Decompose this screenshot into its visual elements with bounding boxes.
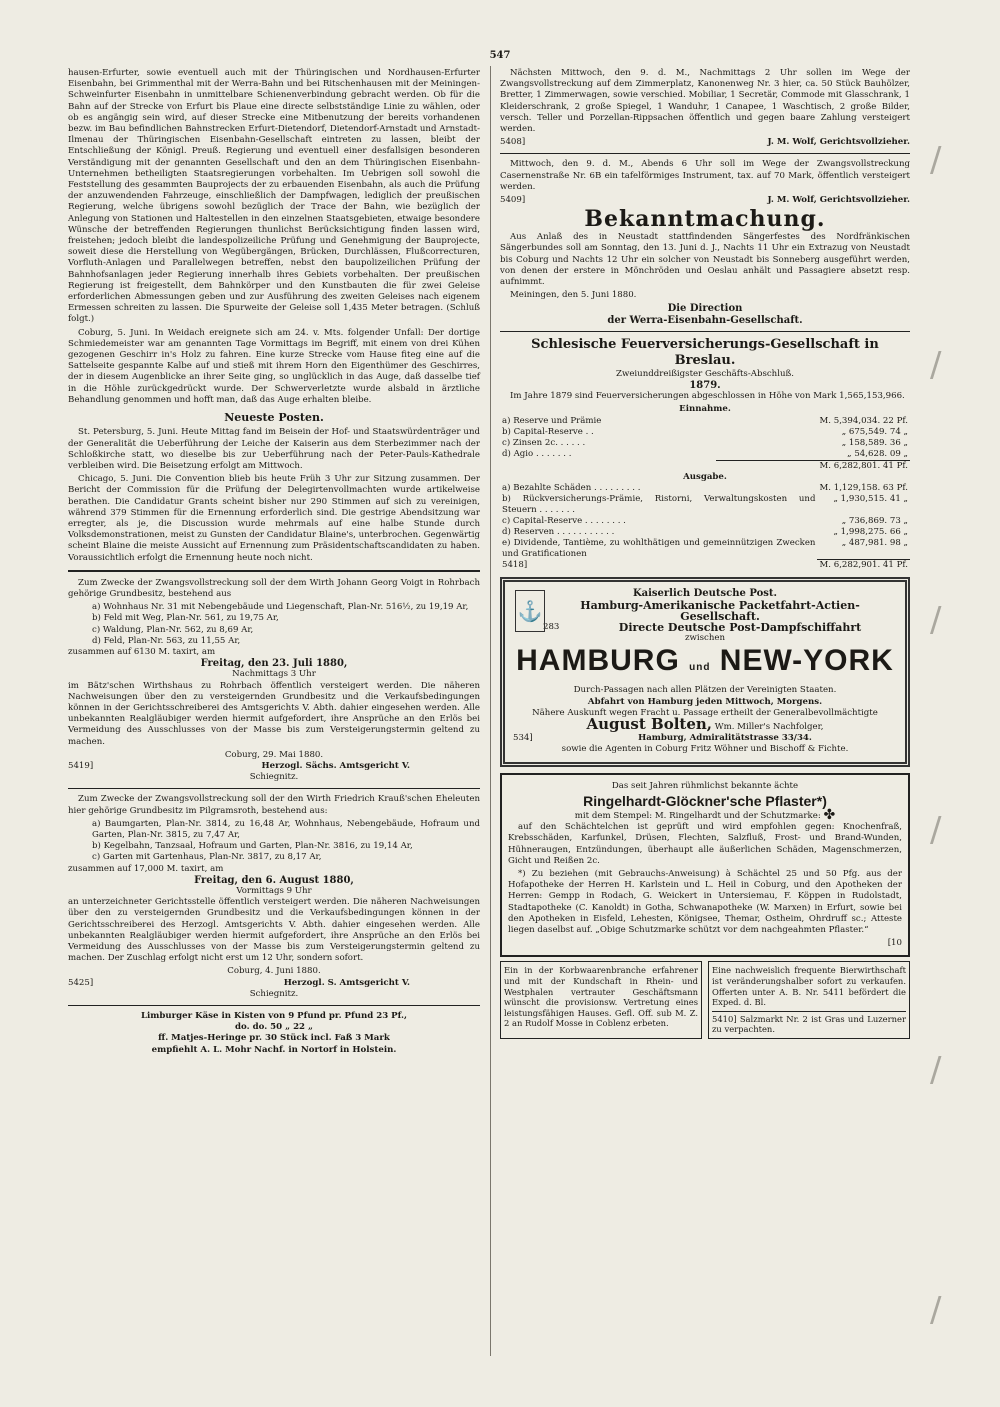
hapag-line: Abfahrt von Hamburg jeden Mittwoch, Morgens. (587, 696, 823, 707)
auction-time: Nachmittags 3 Uhr (232, 669, 316, 680)
table-cell: „ 54,628. 09 „ (847, 448, 908, 459)
table-cell: M. 5,394,034. 22 Pf. (819, 415, 908, 426)
income-table (500, 416, 910, 472)
table-cell: c) Zinsen 2c. . . . . . (502, 437, 586, 448)
auction-intro: Zum Zwecke der Zwangsvollstreckung soll der dem Wirth Johann Georg Voigt in Rohrbach gehörige Grundbesitz, bestehend aus (68, 577, 480, 599)
auction-date: Freitag, den 23. Juli 1880, (200, 658, 348, 670)
court-signature: Herzogl. Sächs. Amtsgericht V. (261, 760, 410, 771)
table-cell: „ 487,981. 98 „ (841, 537, 908, 548)
agent-name: August Bolten, (586, 715, 712, 733)
expense-heading: Ausgabe. (683, 471, 727, 482)
table-row (500, 449, 910, 461)
petersburg-report: St. Petersburg, 5. Juni. Heute Mittag fand im Beisein der Hof- und Staatswürdenträger und der Generalität die Ueberführung der Leiche der Kaiserin aus dem Sterbezimmer nach der Schloßkirche statt, wo dieselbe bis zur Ueberführung nach der Peter-Pauls-Kathedrale verbleiben wird. Die Beisetzung erfolgt am Mittwoch. (68, 427, 480, 471)
table-cell: d) Reserven . . . . . . . . . . . (502, 526, 615, 537)
coburg-accident-report: Coburg, 5. Juni. In Weidach ereignete sich am 24. v. Mts. folgender Unfall: Der dortige Schmiedemeister war am genannten Tage Vormittags im Begriff, mit einem von drei Kühen gezogenen Geschirr in's Holz zu fahren. Eine kurze Strecke vom Hause fiteg eine auf die Sattelseite gespannte Kalbe auf und stieß mit ihrem Horn den Eigenthümer des Geschirres, der in diesem Augenblicke an ihrer Seite ging, so unglücklich in das Auge, daß dasselbe tief in die Höhle zurückgedrückt wurde. Der Schwerverletzte wurde alsbald in ärztliche Behandlung genommen und hofft man, daß das Auge erhalten bleibe. (68, 327, 480, 405)
hapag-line: Kaiserlich Deutsche Post. (632, 588, 778, 600)
auction-date: Freitag, den 6. August 1880, (194, 874, 354, 886)
plaster-uses: auf den Schächtelchen ist geprüft und wird empfohlen gegen: Knochenfraß, Krebsschäden, Karfunkel, Drüsen, Flechten, Salzfluß, Frost- und Brand-Wunden, Hühneraugen, Entzündungen, überhaupt alle äußerlichen Schäden, Magenschmerzen, Gicht und Reißen 2c. (508, 822, 902, 866)
insurance-year: 1879. (689, 380, 721, 392)
right-column (500, 68, 910, 1039)
insurance-text: Im Jahre 1879 sind Feuerversicherungen abgeschlossen in Höhe von Mark 1,565,153,966. (510, 391, 905, 402)
divider (500, 331, 910, 332)
auction-item: a) Baumgarten, Plan-Nr. 3814, zu 16,48 Ar, Wohnhaus, Nebengebäude, Hofraum und Garten, Plan-Nr. 3815, zu 7,47 Ar, (92, 818, 480, 840)
table-row (500, 527, 910, 538)
advert-line: empfiehlt A. L. Mohr Nachf. in Nortorf in Holstein. (151, 1044, 397, 1055)
trademark-icon: ✤ (823, 806, 836, 823)
classified-grass: 5410] Salzmarkt Nr. 2 ist Gras und Luzerner zu verpachten. (712, 1011, 906, 1035)
auction-text: an unterzeichneter Gerichtsstelle öffentlich versteigert werden. Die näheren Nachweisungen über den zu versteigernden Grundbesitz und die Verkaufsbedingungen können in der Gerichtsschreiberei des Herzogl. Amtsgerichts V. Abth. dahier eingesehen werden. Alle unbekannten Realgläubiger werden hiermit aufgefordert, ihre Ansprüche an den Erlös bei Vermeidung des Ausschlusses von der Masse bis zum Versteigerungstermin geltend zu machen. Der Zuschlag erfolgt nicht erst um 12 Uhr, sondern sofort. (68, 897, 480, 964)
pencil-mark-icon: / (930, 140, 942, 180)
ad-number: 5418] (502, 559, 528, 570)
classified-tavern (708, 961, 910, 1039)
table-cell: „ 1,930,515. 41 „ (833, 493, 908, 504)
auction-intro: Zum Zwecke der Zwangsvollstreckung soll der den Wirth Friedrich Krauß'schen Eheleuten hier gehörige Grundbesitz im Pilgramsroth, bestehend aus: (68, 794, 480, 816)
ad-number: 5409] (500, 195, 526, 206)
classified-agent: Ein in der Korbwaarenbranche erfahrener und mit der Kundschaft in Rhein- und Westphalen vertrauter Geschäftsmann wünscht die provisionsw. Vertretung eines leistungsfähigen Hauses. Gefl. Off. sub M. Z. 2 an Rudolf Mosse in Coblenz erbeten. (500, 961, 702, 1039)
bailiff-signature: J. M. Wolf, Gerichtsvollzieher. (767, 137, 910, 148)
table-cell: b) Capital-Reserve . . (502, 426, 594, 437)
auction-tax: zusammen auf 6130 M. taxirt, am (68, 646, 216, 657)
auction-text: im Bätz'schen Wirthshaus zu Rohrbach öffentlich versteigert werden. Die näheren Nachweisungen über den zu versteigernden Grundbesitz und die Verkaufsbedingungen können in der Gerichtsschreiberei des Amtsgerichts V. Abth. dahier eingesehen werden. Alle unbekannten Realgläubiger werden hiermit aufgefordert, ihre Ansprüche an den Erlös bei Vermeidung des Ausschlusses von der Masse bis zum Versteigerungstermin geltend zu machen. (68, 680, 480, 747)
table-row (500, 438, 910, 449)
table-row (500, 483, 910, 494)
route-city: HAMBURG (516, 644, 680, 678)
hapag-line: Nähere Auskunft wegen Fracht u. Passage ertheilt der Generalbevollmächtigte (532, 707, 878, 718)
table-cell: „ 1,998,275. 66 „ (833, 526, 908, 537)
divider (68, 570, 480, 572)
insurance-subtitle: Zweiunddreißigster Geschäfts-Abschluß. (616, 368, 794, 379)
insurance-title: Schlesische Feuerversicherungs-Gesellschaft in Breslau. (531, 336, 879, 368)
bailiff-signature: J. M. Wolf, Gerichtsvollzieher. (767, 195, 910, 206)
auction-item: b) Feld mit Weg, Plan-Nr. 561, zu 19,75 Ar, (92, 613, 279, 624)
auction-item: a) Wohnhaus Nr. 31 mit Nebengebäude und Liegenschaft, Plan-Nr. 516½, zu 19,19 Ar, (92, 602, 469, 613)
chicago-report: Chicago, 5. Juni. Die Convention blieb bis heute Früh 3 Uhr zur Sitzung zusammen. Der Bericht der Commission für die Prüfung der Delegirtenvollmachten wurde artikelweise berathen. Die Candidatur Grants scheint bisher nur 290 Stimmen auf sich zu vereinigen, während 379 Stimmen für die Ernennung erforderlich sind. Die gestrige Abendsitzung war erregter, als je, die Discussion wurde mehrmals auf eine halbe Stunde durch Volksdemonstrationen, meist zu Gunsten der Candidatur Blaine's, unterbrochen. Gegenwärtig scheint Blaine die meiste Aussicht auf Ernennung zum Präsidentschaftscandidaten zu haben. Voraussichtlich erfolgt die Ernennung heute noch nicht. (68, 474, 480, 563)
hapag-advert (500, 577, 910, 766)
advert-line: ff. Matjes-Heringe pr. 30 Stück incl. Faß 3 Mark (158, 1033, 390, 1044)
auction-time: Vormittags 9 Uhr (236, 886, 312, 897)
signer: Schiegnitz. (249, 988, 299, 999)
table-cell: b) Rückversicherungs-Prämie, Ristorni, Verwaltungskosten und Steuern . . . . . . . (502, 493, 816, 515)
court-signature: Herzogl. S. Amtsgericht V. (283, 977, 410, 988)
railway-treaty-text: hausen-Erfurter, sowie eventuell auch mit der Thüringischen und Nordhausen-Erfurter Eisenbahn, bei Grimmenthal mit der Werra-Bahn und bei Ritschenhausen mit der Meiningen-Schweinfurter Eisenbahn in unmittelbare Schienenverbindung gebracht werden. Ob für die Bahn auf der Strecke von Erfurt bis Plaue eine directe selbstständige Linie zu wählen, oder ob es angängig sein wird, auf dieser Strecke eine Mitbenutzung der bereits vorhandenen bezw. im Bau befindlichen Bahnstrecken Erfurt-Dietendorf, Dietendorf-Arnstadt und Arnstadt-Ilmenau der Thüringischen Eisenbahn-Gesellschaft eintreten zu lassen, bleibt der Entschließung der Königl. Preuß. Regierung und eventuell einer desfallsigen besonderen Verständigung mit der genannten Gesellschaft und den an dem Thüringischen Eisenbahn-Unternehmen betheiligten Staatsregierungen vorbehalten. Im Uebrigen soll sowohl die Feststellung des gesammten Bauprojects der zu erbauenden Eisenbahn, als auch die Prüfung der anzuwendenden Fahrzeuge, einschließlich der Dampfwagen, lediglich der preußischen Regierung, welche übrigens sowohl bezüglich der Trace der Bahn, wie bezüglich der Anlegung von Stationen und Haltestellen in den einzelnen Staatsgebieten, etwaige besondere Wünsche der betreffenden Regierungen thunlichst Berücksichtigung finden lassen wird, freistehen; jedoch bleibt die landespolizeiliche Prüfung und Genehmigung der Bauprojecte, soweit diese die Herstellung von Wegübergängen, Brücken, Durchlässen, Flußcorrecturen, Vorfluth-Anlagen und Parallelwegen betreffen, nebst den baupolizeilichen Prüfung der Bahnhofsanlagen jeder Regierung innerhalb ihres Gebiets vorbehalten. Der preußischen Regierung ist freigestellt, dem Bahnkörper und den Kunstbauten die für zwei Geleise erforderlichen Abmessungen geben und zur Ausführung des zweiten Geleises nach eigenem Ermessen schreiten zu lassen. Die Spurweite der Geleise soll 1,435 Meter betragen. (Schluß folgt.) (68, 68, 480, 325)
divider (68, 788, 480, 789)
route-headline (513, 644, 897, 685)
pencil-mark-icon: / (930, 1050, 942, 1090)
cheese-advert (68, 1011, 480, 1056)
column-divider (490, 66, 491, 1356)
auction-wolf-2: Mittwoch, den 9. d. M., Abends 6 Uhr soll im Wege der Zwangsvollstreckung Casernenstraße Nr. 6B ein tafelförmiges Instrument, tax. auf 70 Mark, öffentlich versteigert werden. (500, 159, 910, 192)
table-cell: e) Dividende, Tantième, zu wohlthätigen und gemeinnützigen Zwecken und Gratificationen (502, 537, 816, 559)
route-city: NEW-YORK (719, 644, 894, 678)
table-row (500, 416, 910, 427)
announcement-signature: Die Direction (667, 303, 743, 315)
auction-notice-voigt (68, 578, 480, 784)
announcement-text: Aus Anlaß des in Neustadt stattfindenden Sängerfestes des Nordfränkischen Sängerbundes soll am Sonntag, den 13. Juni d. J., Nachts 11 Uhr ein Extrazug von Neustadt bis Coburg und Nachts 12 Uhr ein solcher von Neustadt bis Sonneberg ausgeführt werden, von denen der erstere in Mönchröden und Oeslau anhält und Passagiere absetzt resp. aufnimmt. (500, 232, 910, 288)
agent-address: Hamburg, Admiralitätstrasse 33/34. (638, 733, 812, 744)
plaster-line: mit dem Stempel: M. Ringelhardt und der Schutzmarke: (574, 810, 821, 821)
ad-number: 5419] (68, 760, 94, 771)
announcement-place: Meiningen, den 5. Juni 1880. (510, 290, 637, 301)
announcement-signature-2: der Werra-Eisenbahn-Gesellschaft. (607, 314, 803, 326)
announcement-title: Bekanntmachung. (584, 206, 826, 233)
advert-line: Limburger Käse in Kisten von 9 Pfund pr. Pfund 23 Pf., (140, 1011, 408, 1022)
table-row (500, 427, 910, 438)
pencil-mark-icon: / (930, 600, 942, 640)
expense-total: M. 6,282,901. 41 Pf. (819, 560, 908, 571)
table-cell: M. 1,129,158. 63 Pf. (819, 482, 908, 493)
auction-item: b) Kegelbahn, Tanzsaal, Hofraum und Garten, Plan-Nr. 3816, zu 19,14 Ar, (92, 841, 413, 852)
auction-item: c) Garten mit Gartenhaus, Plan-Nr. 3817, zu 8,17 Ar, (92, 852, 322, 863)
auction-place-date: Coburg, 29. Mai 1880. (224, 749, 324, 760)
table-cell: „ 736,869. 73 „ (841, 515, 908, 526)
hapag-line: Directe Deutsche Post-Dampfschiffahrt (618, 620, 862, 634)
table-cell: d) Agio . . . . . . . (502, 448, 572, 459)
hapag-line: zwischen (684, 633, 725, 644)
expense-table (500, 483, 910, 572)
plaster-line: Das seit Jahren rühmlichst bekannte ächte (611, 780, 799, 791)
table-row (500, 538, 910, 560)
news-heading: Neueste Posten. (224, 411, 324, 425)
advert-line: do. do. 50 „ 22 „ (235, 1022, 313, 1033)
pencil-mark-icon: / (930, 345, 942, 385)
plaster-title: Ringelhardt-Glöckner'sche Pflaster*) (583, 792, 827, 809)
pencil-mark-icon: / (930, 810, 942, 850)
auction-item: d) Feld, Plan-Nr. 563, zu 11,55 Ar, (92, 635, 241, 646)
divider (500, 153, 910, 154)
page-number: 547 (489, 50, 511, 61)
ad-number: 534] (513, 733, 533, 744)
hapag-line: Durch-Passagen nach allen Plätzen der Vereinigten Staaten. (573, 685, 837, 696)
auction-place-date: Coburg, 4. Juni 1880. (227, 966, 321, 977)
hapag-company: Hamburg-Amerikanische Packetfahrt-Actien-Gesellschaft. (580, 598, 860, 623)
auction-notice-krauss (68, 794, 480, 1000)
ship-flag-icon: ⚓ (515, 590, 545, 632)
route-connector: und (689, 662, 711, 674)
table-row (500, 516, 910, 527)
table-row (500, 560, 910, 572)
table-row (500, 460, 910, 472)
small-ads-row (500, 961, 910, 1039)
table-cell: c) Capital-Reserve . . . . . . . . (502, 515, 626, 526)
pencil-mark-icon: / (930, 1290, 942, 1330)
agent-successor: Wm. Miller's Nachfolger, (714, 722, 824, 732)
auction-tax: zusammen auf 17,000 M. taxirt, am (68, 863, 224, 874)
left-column (68, 68, 480, 1056)
table-row (500, 494, 910, 516)
income-total: M. 6,282,801. 41 Pf. (716, 460, 910, 472)
table-cell: „ 158,589. 36 „ (841, 437, 908, 448)
ad-number: 5408] (500, 137, 526, 148)
plaster-advert (500, 773, 910, 958)
plaster-footnote: *) Zu beziehen (mit Gebrauchs-Anweisung) à Schächtel 25 und 50 Pfg. aus der Hofapotheke der Herren H. Karlstein und L. Heil in Coburg, und den Apotheken der Herren: Gempp in Rodach, G. Weickert in Untersiemau, F. Köppen in Rudolstadt, Stadtapotheke (C. Kanoldt) in Gotha, Schwanapotheke (W. Marxen) in Erfurt, sowie bei den Apotheken in Eisfeld, Lehesten, Königsee, Themar, Ostheim, Ohrdruff sc.; Atteste liegen daselbst auf. „Obige Schutzmarke schützt vor dem nachgeahmten Pflaster.“ (508, 868, 902, 935)
classified-text: Eine nachweislich frequente Bierwirthschaft ist veränderungshalber sofort zu verkaufen. Offerten unter A. B. Nr. 5411 befördert die Exped. d. Bl. (712, 965, 906, 1008)
table-cell: a) Reserve und Prämie (502, 415, 602, 426)
ad-number: 283 (543, 621, 560, 632)
signer: Schiegnitz. (249, 772, 299, 783)
divider (68, 1005, 480, 1006)
income-heading: Einnahme. (679, 404, 731, 415)
auction-wolf-1: Nächsten Mittwoch, den 9. d. M., Nachmittags 2 Uhr sollen im Wege der Zwangsvollstreckung auf dem Zimmerplatz, Kanonenweg Nr. 3 hier, ca. 50 Stück Bauhölzer, Bretter, 1 Zimmerwagen, sowie verschied. Mobiliar, 1 Secretär, Commode mit Glasschrank, 1 Kleiderschrank, 2 große Spiegel, 1 Wanduhr, 1 Canapee, 1 Waschtisch, 2 große Bilder, versch. Teller und Porzellan-Rippsachen öffentlich und gegen baare Zahlung versteigert werden. (500, 68, 910, 135)
table-cell: „ 675,549. 74 „ (841, 426, 908, 437)
auction-item: c) Waldung, Plan-Nr. 562, zu 8,69 Ar, (92, 624, 254, 635)
table-cell: a) Bezahlte Schäden . . . . . . . . . (502, 482, 641, 493)
hapag-line: sowie die Agenten in Coburg Fritz Wöhner und Bischoff & Fichte. (561, 744, 849, 755)
ad-number: [10 (887, 938, 902, 949)
ad-number: 5425] (68, 977, 94, 988)
